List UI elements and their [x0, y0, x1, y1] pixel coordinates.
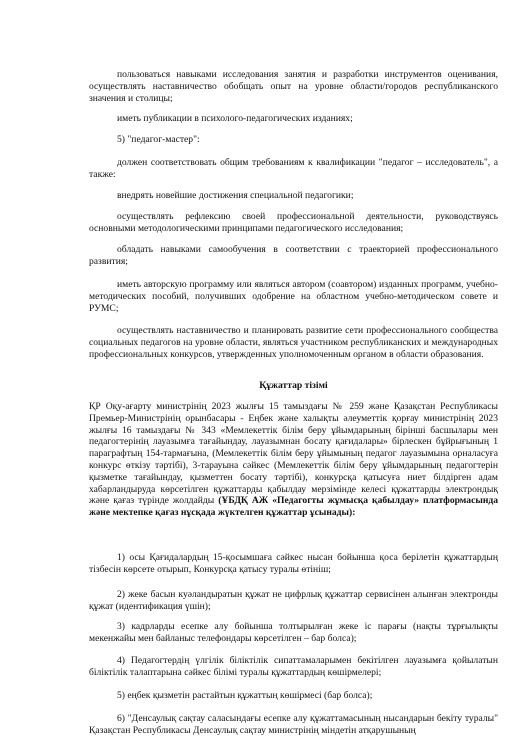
- list-item: 6) "Денсаулық сақтау саласындағы есепке алу құжаттамасының нысандарын бекіту туралы" Қазақстан Республикасы Денсаулық сақтау министрінің міндетін атқарушының: [89, 713, 498, 736]
- paragraph: иметь публикации в психолого-педагогических изданиях;: [117, 113, 353, 124]
- paragraph: обладать навыками самообучения в соответствии с траекторией профессионального развития;: [89, 244, 498, 267]
- paragraph: 5) "педагог-мастер":: [117, 134, 200, 145]
- intro-paragraph: [89, 401, 498, 519]
- list-item: 2) жеке басын куәландыратын құжат не цифрлық құжаттар сервисінен алынған электронды құжат (идентификация үшін);: [89, 589, 498, 612]
- list-item: 3) кадрларды есепке алу бойынша толтырылған жеке іс парағы (нақты тұрғылықты мекенжайы мен байланыс телефондары көрсетілген – бар болса);: [89, 621, 498, 644]
- paragraph: осуществлять наставничество и планировать развитие сети профессионального сообщества социальных педагогов на уровне области, являться участником республиканских и международных профессиональных конкурсов, утвержденных уполномоченным органом в области образования.: [89, 325, 498, 360]
- list-item: 1) осы Қағидалардың 15-қосымшаға сәйкес нысан бойынша қоса берілетін құжаттардың тізбесін көрсете отырып, Конкурсқа қатысу туралы өтініш;: [89, 552, 498, 575]
- paragraph: иметь авторскую программу или являться автором (соавтором) изданных программ, учебно-методических пособий, получивших одобрение на областном учебно-методическом совете и РУМС;: [89, 279, 498, 314]
- paragraph: осуществлять рефлексию своей профессиональной деятельности, руководствуясь основными методологическими принципами педагогического исследования;: [89, 211, 498, 234]
- list-item: 5) еңбек қызметін растайтын құжаттың көшірмесі (бар болса);: [117, 690, 373, 701]
- section-heading: Құжаттар тізімі: [259, 380, 328, 391]
- intro-text: ҚР Оқу-ағарту министрінің 2023 жылғы 15 тамыздағы № 259 және Қазақстан Республикасы Премьер-Министрінің орынбасары - Еңбек және халықты әлеуметтік қорғау министрінің 2023 жылғы 16 тамыздағы № 343 «Мемлекеттік білім беру ұйымдарының бірінші басшылары мен педагогтерінің лауазымға тағайындау, лауазымнан босату қағидалары» бірлескен бұйрығының 1 параграфтың 154-тармағына, (Мемлекеттік білім беру ұйымының педагог лауазымына орналасуға конкурс өткізу тәртібі), 3-тарауына сәйкес (Мемлекеттік білім беру ұйымдарының педагогтерін қызметке тағайындау, қызметтен босату тәртібі), конкурсқа қатысуға ниет білдірген адам хабарландыруда көрсетілген құжаттарды қабылдау мерзімінде келесі құжаттарды электрондық және қағаз түрінде жолдайды: [89, 401, 498, 507]
- paragraph: должен соответствовать общим требованиям к квалификации "педагог – исследователь", а также:: [89, 157, 498, 180]
- list-item: 4) Педагогтердің үлгілік біліктілік сипаттамаларымен бекітілген лауазымға қойылатын біліктілік талаптарына сәйкес білімі туралы құжаттардың көшірмелері;: [89, 655, 498, 678]
- paragraph: пользоваться навыками исследования занятия и разработки инструментов оценивания, осуществлять наставничество обобщать опыт на уровне области/городов республиканского значения и столицы;: [89, 69, 498, 104]
- intro-bold-text: (ҰБДҚ АЖ «Педагогты жұмысқа қабылдау» платформасында және мектепке қағаз нұсқада жүктелген құжаттар ұсынады):: [89, 495, 498, 519]
- paragraph: внедрять новейшие достижения специальной педагогики;: [117, 190, 354, 201]
